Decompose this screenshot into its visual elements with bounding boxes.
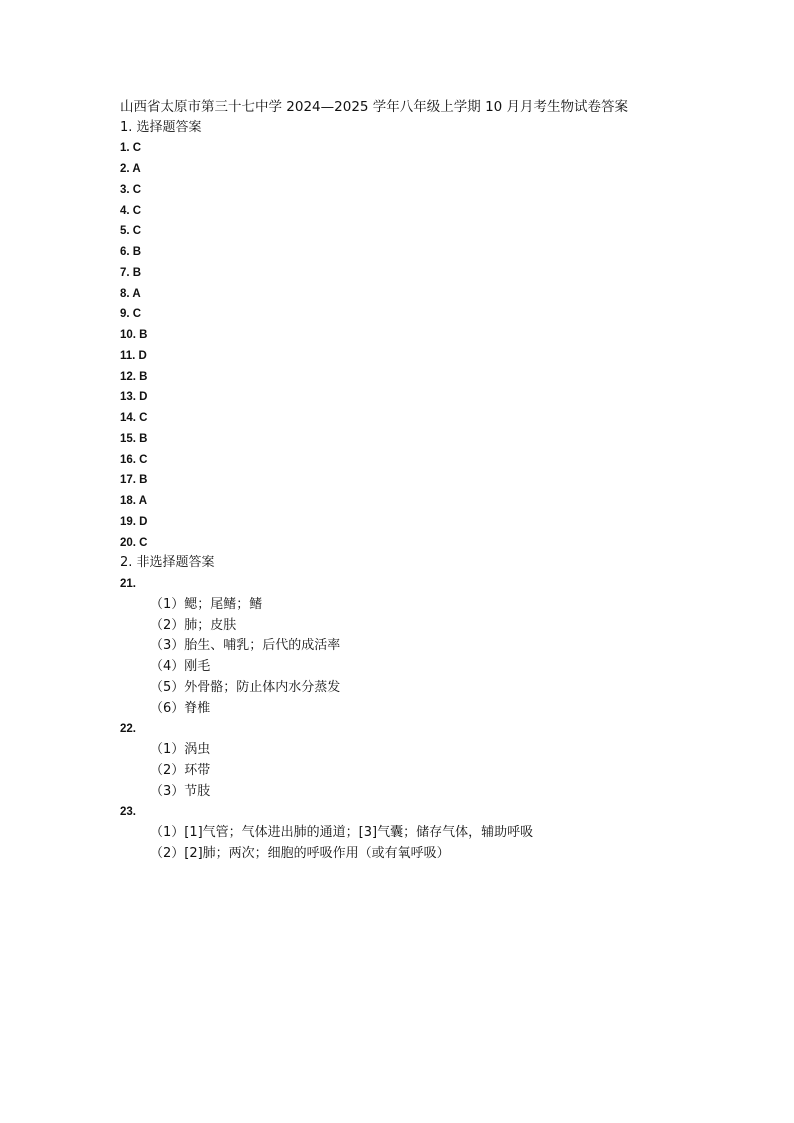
- mc-answer-10: 10. B: [120, 329, 148, 341]
- mc-answer-1: 1. C: [120, 142, 142, 155]
- mc-answer-15: 15. B: [120, 432, 148, 445]
- question-22-part-2: （2）环带: [150, 762, 211, 778]
- mc-answer-5: 5. C: [120, 225, 142, 238]
- mc-answer-3: 3. C: [120, 183, 142, 196]
- question-23-part-2: （2）[2]肺；两次；细胞的呼吸作用（或有氧呼吸）: [150, 845, 450, 861]
- question-21-part-6: （6）脊椎: [150, 700, 211, 716]
- question-22-part-3: （3）节肢: [150, 783, 211, 799]
- mc-answer-4: 4. C: [120, 204, 142, 217]
- mc-answer-9: 9. C: [120, 308, 142, 321]
- mc-answer-16: 16. C: [120, 453, 148, 466]
- question-21-number: 21.: [120, 578, 136, 590]
- mc-answer-13: 13. D: [120, 391, 148, 404]
- mc-answer-8: 8. A: [120, 287, 141, 300]
- question-22-number: 22.: [120, 723, 136, 736]
- mc-answer-17: 17. B: [120, 474, 148, 487]
- mc-answer-18: 18. A: [120, 495, 148, 507]
- mc-answer-11: 11. D: [120, 349, 147, 362]
- mc-answer-14: 14. C: [120, 412, 148, 424]
- mc-answer-19: 19. D: [120, 515, 148, 528]
- mc-answer-2: 2. A: [120, 163, 141, 175]
- question-21-part-4: （4）刚毛: [150, 659, 211, 674]
- question-21-part-1: （1）鳃；尾鳍；鳍: [150, 596, 263, 612]
- document-title: 山西省太原市第三十七中学 2024—2025 学年八年级上学期 10 月月考生物试卷答案: [120, 99, 629, 115]
- section2-heading: 2. 非选择题答案: [120, 555, 215, 571]
- mc-answer-7: 7. B: [120, 266, 142, 279]
- question-23-part-1: （1）[1]气管；气体进出肺的通道；[3]气囊；储存气体，辅助呼吸: [150, 825, 534, 840]
- mc-answer-6: 6. B: [120, 246, 142, 258]
- question-21-part-3: （3）胎生、哺乳；后代的成活率: [150, 638, 341, 654]
- mc-answer-12: 12. B: [120, 370, 148, 383]
- question-21-part-2: （2）肺；皮肤: [150, 617, 237, 633]
- question-23-number: 23.: [120, 806, 136, 819]
- section1-heading: 1. 选择题答案: [120, 119, 202, 135]
- mc-answer-20: 20. C: [120, 536, 148, 549]
- question-22-part-1: （1）涡虫: [150, 742, 211, 757]
- answer-content: [120, 118, 533, 865]
- question-21-part-5: （5）外骨骼；防止体内水分蒸发: [150, 679, 341, 695]
